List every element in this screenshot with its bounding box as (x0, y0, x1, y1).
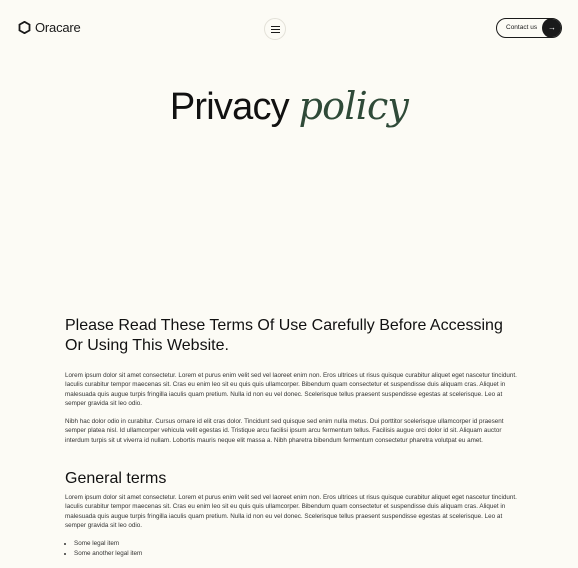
hamburger-icon (271, 26, 280, 33)
logo-icon (18, 21, 31, 34)
general-terms-paragraph: Lorem ipsum dolor sit amet consectetur. Lorem et purus enim velit sed vel laoreet enim non. Eros ultrices ut risus quisque curabitur aliquet eget nascetur tincidunt. Iaculis curabitur tempor maecenas sit. Cras eu enim leo sit eu quis quis ullamcorper. Bibendum quam consectetur et suspendisse duis aliquam cras. Aliquet in malesuada quis augue turpis fringilla iaculis quam pretium. Nulla id non eu vel donec. Scelerisque tellus praesent suspendisse egestas at scelerisque. Leo at semper gravida sit leo odio. (65, 494, 517, 529)
page-title (0, 84, 578, 129)
intro-paragraph-2: Nibh hac dolor odio in curabitur. Cursus ornare id elit cras dolor. Tincidunt sed quisque sed enim nulla metus. Dui porttitor scelerisque ullamcorper id praesent semper platea nisl. Id ullamcorper vehicula velit egestas id. Tristique arcu facilisi ipsum arcu fermentum tellus. Facilisis augue orci dolor id sit. Aliquam auctor interdum turpis sit ut viverra id nullam. Lobortis mauris neque elit massa a. Nibh pharetra bibendum fermentum consectetur pharetra volutpat eu amet. (65, 418, 504, 444)
policy-content (65, 316, 517, 558)
general-terms-heading: General terms (65, 470, 167, 488)
contact-arrow-circle (542, 18, 562, 38)
arrow-right-icon: → (548, 23, 556, 32)
intro-paragraph-1: Lorem ipsum dolor sit amet consectetur. Lorem et purus enim velit sed vel laoreet enim non. Eros ultrices ut risus quisque curabitur aliquet eget nascetur tincidunt. Iaculis curabitur tempor maecenas sit. Cras eu enim leo sit eu quis quis ullamcorper. Bibendum quam consectetur et suspendisse duis aliquam cras. Aliquet in malesuada quis augue turpis fringilla iaculis quam pretium. Nulla id non eu vel donec. Scelerisque tellus praesent suspendisse egestas at scelerisque. Leo at semper gravida sit leo odio. (65, 372, 517, 407)
menu-button[interactable] (264, 18, 286, 40)
contact-us-label: Contact us (506, 24, 538, 31)
page-title-italic: policy (298, 84, 409, 128)
legal-list (65, 539, 517, 558)
list-item: • Some legal item (74, 539, 517, 548)
logo[interactable] (18, 20, 81, 35)
contact-us-button[interactable] (496, 18, 562, 38)
logo-text: Oracare (35, 20, 81, 35)
list-item: • Some another legal item (74, 549, 517, 558)
intro-heading: Please Read These Terms Of Use Carefully Before Accessing Or Using This Website. (65, 317, 503, 354)
page-title-plain: Privacy (169, 86, 289, 128)
site-header (0, 0, 578, 56)
